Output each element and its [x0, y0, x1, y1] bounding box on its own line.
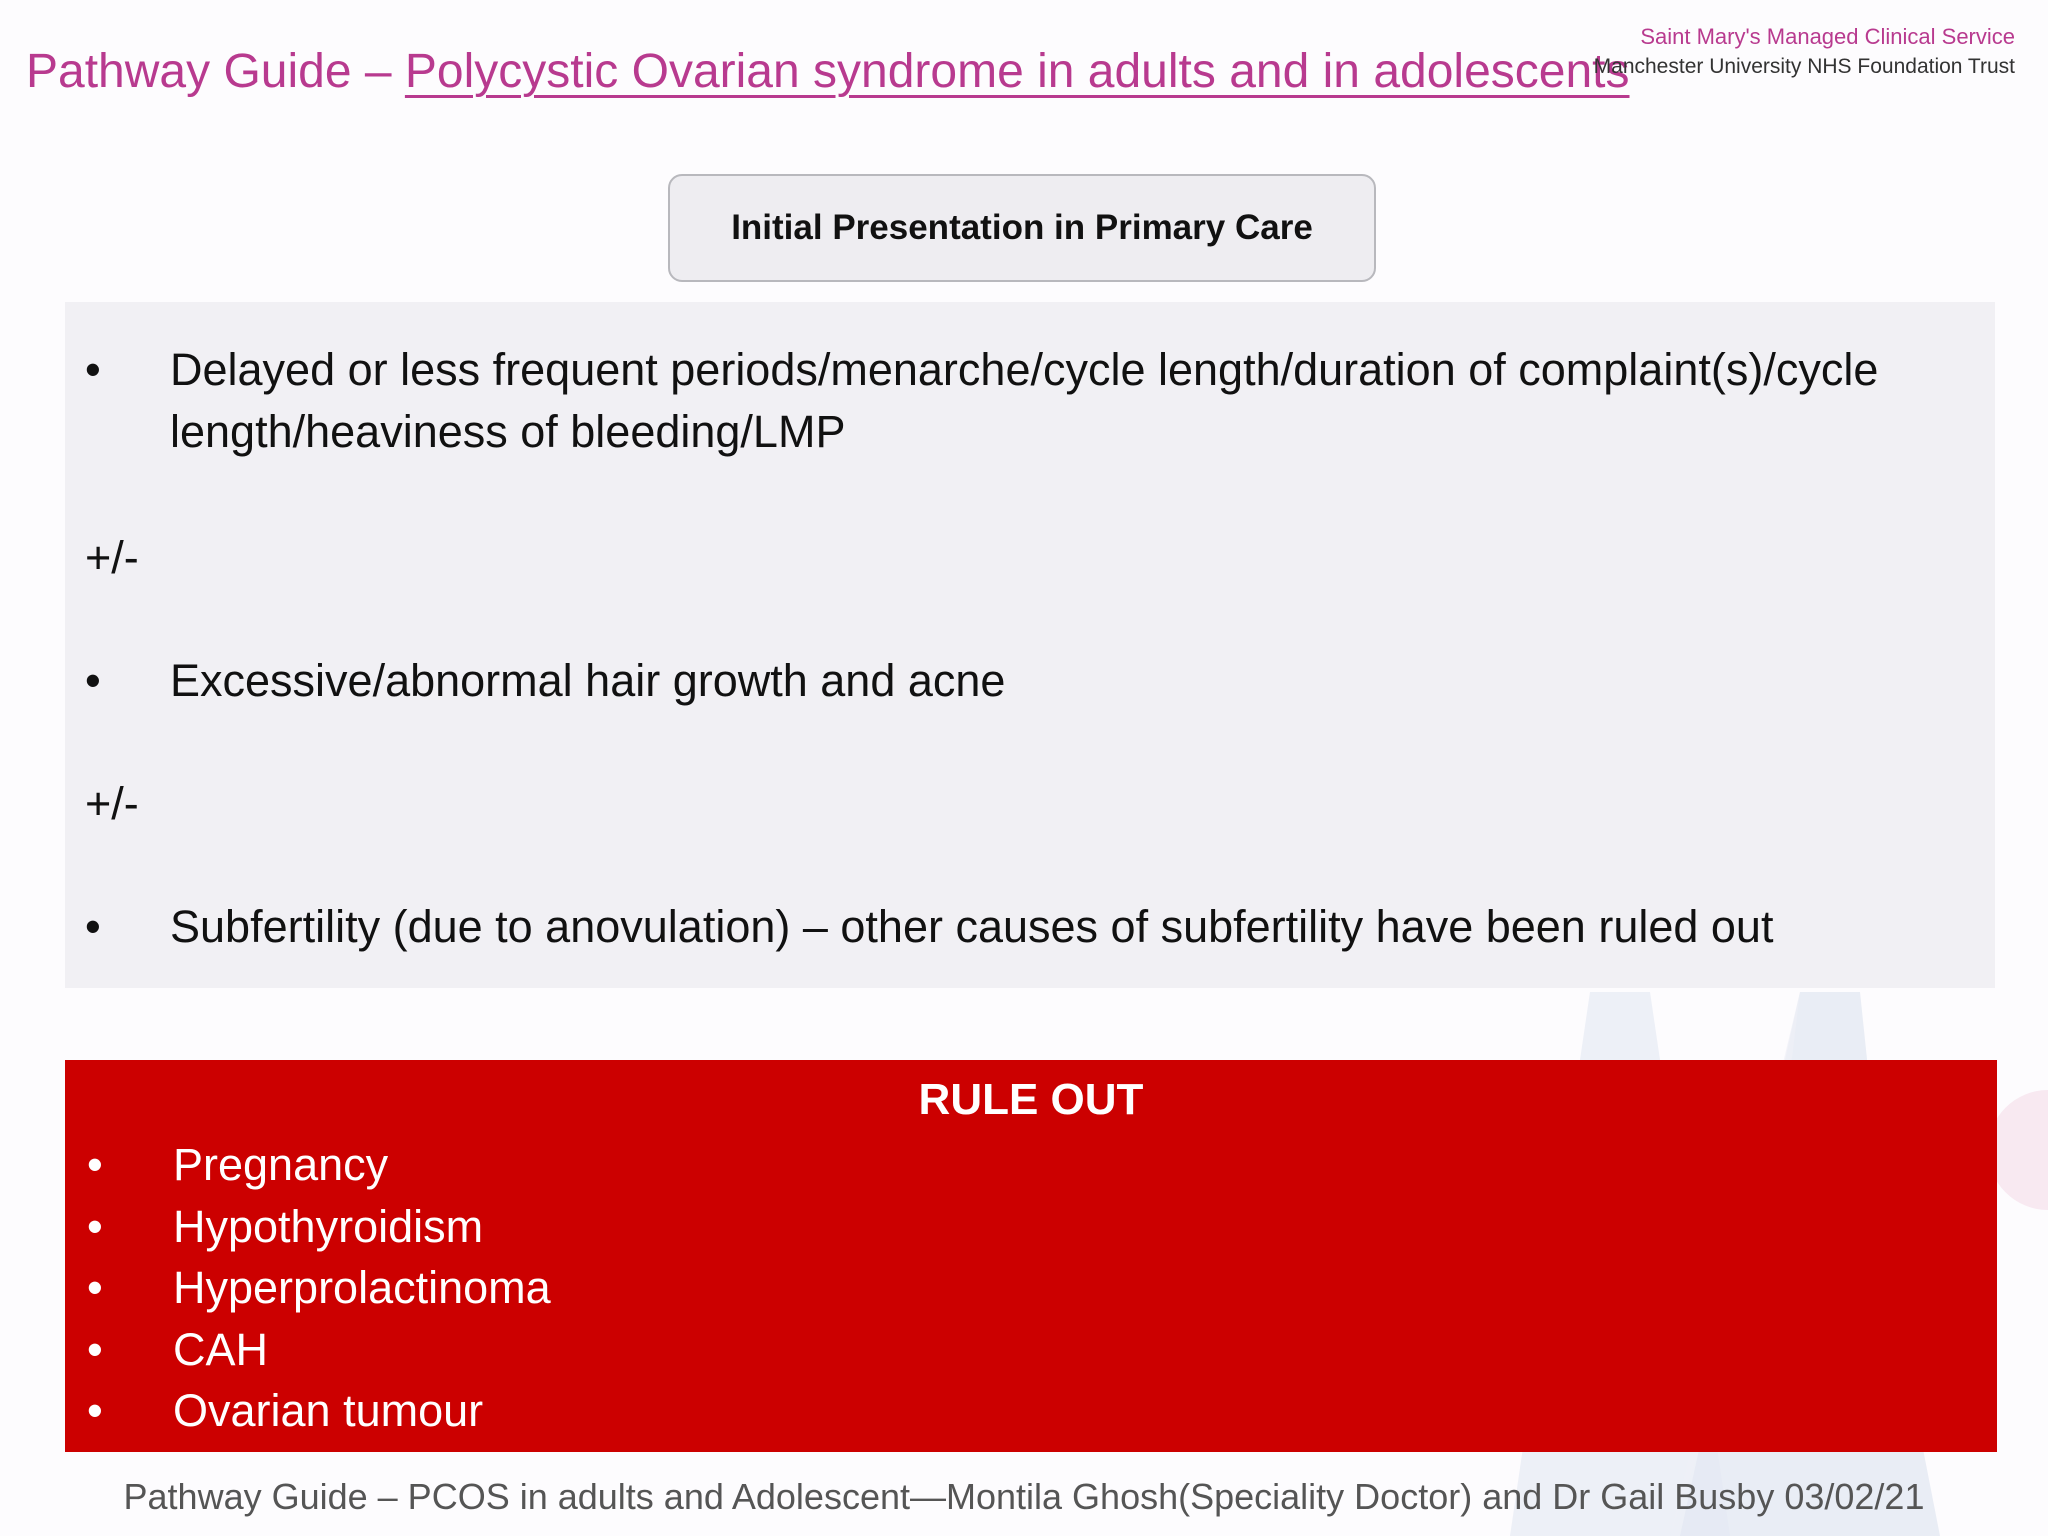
title-main-link[interactable]: Polycystic Ovarian syndrome in adults and in adolescents	[404, 45, 1630, 98]
page-title	[26, 44, 1630, 99]
bullet: •	[87, 1385, 103, 1436]
bullet: •	[85, 901, 101, 952]
rule-out-text: Hypothyroidism	[173, 1200, 484, 1252]
rule-out-item-hypothyroidism	[87, 1196, 551, 1258]
organisation-info	[1594, 22, 2015, 82]
symptom-item-hair-acne	[85, 650, 1975, 712]
rule-out-item-ovarian-tumour	[87, 1380, 551, 1442]
rule-out-text: Hyperprolactinoma	[173, 1262, 551, 1313]
rule-out-item-hyperprolactinoma	[87, 1257, 551, 1319]
symptom-item-periods	[85, 339, 1975, 463]
and-or-separator: +/-	[85, 532, 139, 583]
bullet: •	[85, 655, 101, 706]
initial-presentation-label: Initial Presentation in Primary Care	[731, 208, 1313, 247]
bullet: •	[87, 1139, 103, 1190]
rule-out-heading: RULE OUT	[918, 1075, 1144, 1124]
and-or-separator: +/-	[85, 778, 139, 829]
rule-out-item-cah	[87, 1319, 551, 1381]
rule-out-list	[87, 1134, 551, 1442]
rule-out-panel	[65, 1060, 1997, 1452]
bullet: •	[87, 1200, 103, 1252]
bullet: •	[87, 1262, 103, 1313]
service-name: Saint Mary's Managed Clinical Service	[1640, 24, 2015, 49]
symptom-item-subfertility	[85, 896, 1975, 958]
footer-credit: Pathway Guide – PCOS in adults and Adolescent—Montila Ghosh(Speciality Doctor) and Dr Gail Busby 03/02/21	[123, 1476, 1925, 1517]
rule-out-text: CAH	[173, 1323, 269, 1375]
bullet: •	[87, 1323, 103, 1375]
symptom-text: Delayed or less frequent periods/menarche/cycle length/duration of complaint(s)/cycle length/heaviness of bleeding/LMP	[170, 344, 1879, 457]
symptom-text: Excessive/abnormal hair growth and acne	[170, 655, 1006, 706]
rule-out-item-pregnancy	[87, 1134, 551, 1196]
initial-presentation-box	[668, 174, 1376, 282]
bullet: •	[85, 344, 101, 395]
title-prefix: Pathway Guide –	[26, 45, 405, 98]
symptom-text: Subfertility (due to anovulation) – other causes of subfertility have been ruled out	[170, 901, 1774, 952]
rule-out-text: Pregnancy	[173, 1139, 389, 1190]
trust-name: Manchester University NHS Foundation Trust	[1593, 55, 2015, 78]
symptoms-panel	[65, 302, 1995, 988]
rule-out-text: Ovarian tumour	[173, 1385, 484, 1436]
